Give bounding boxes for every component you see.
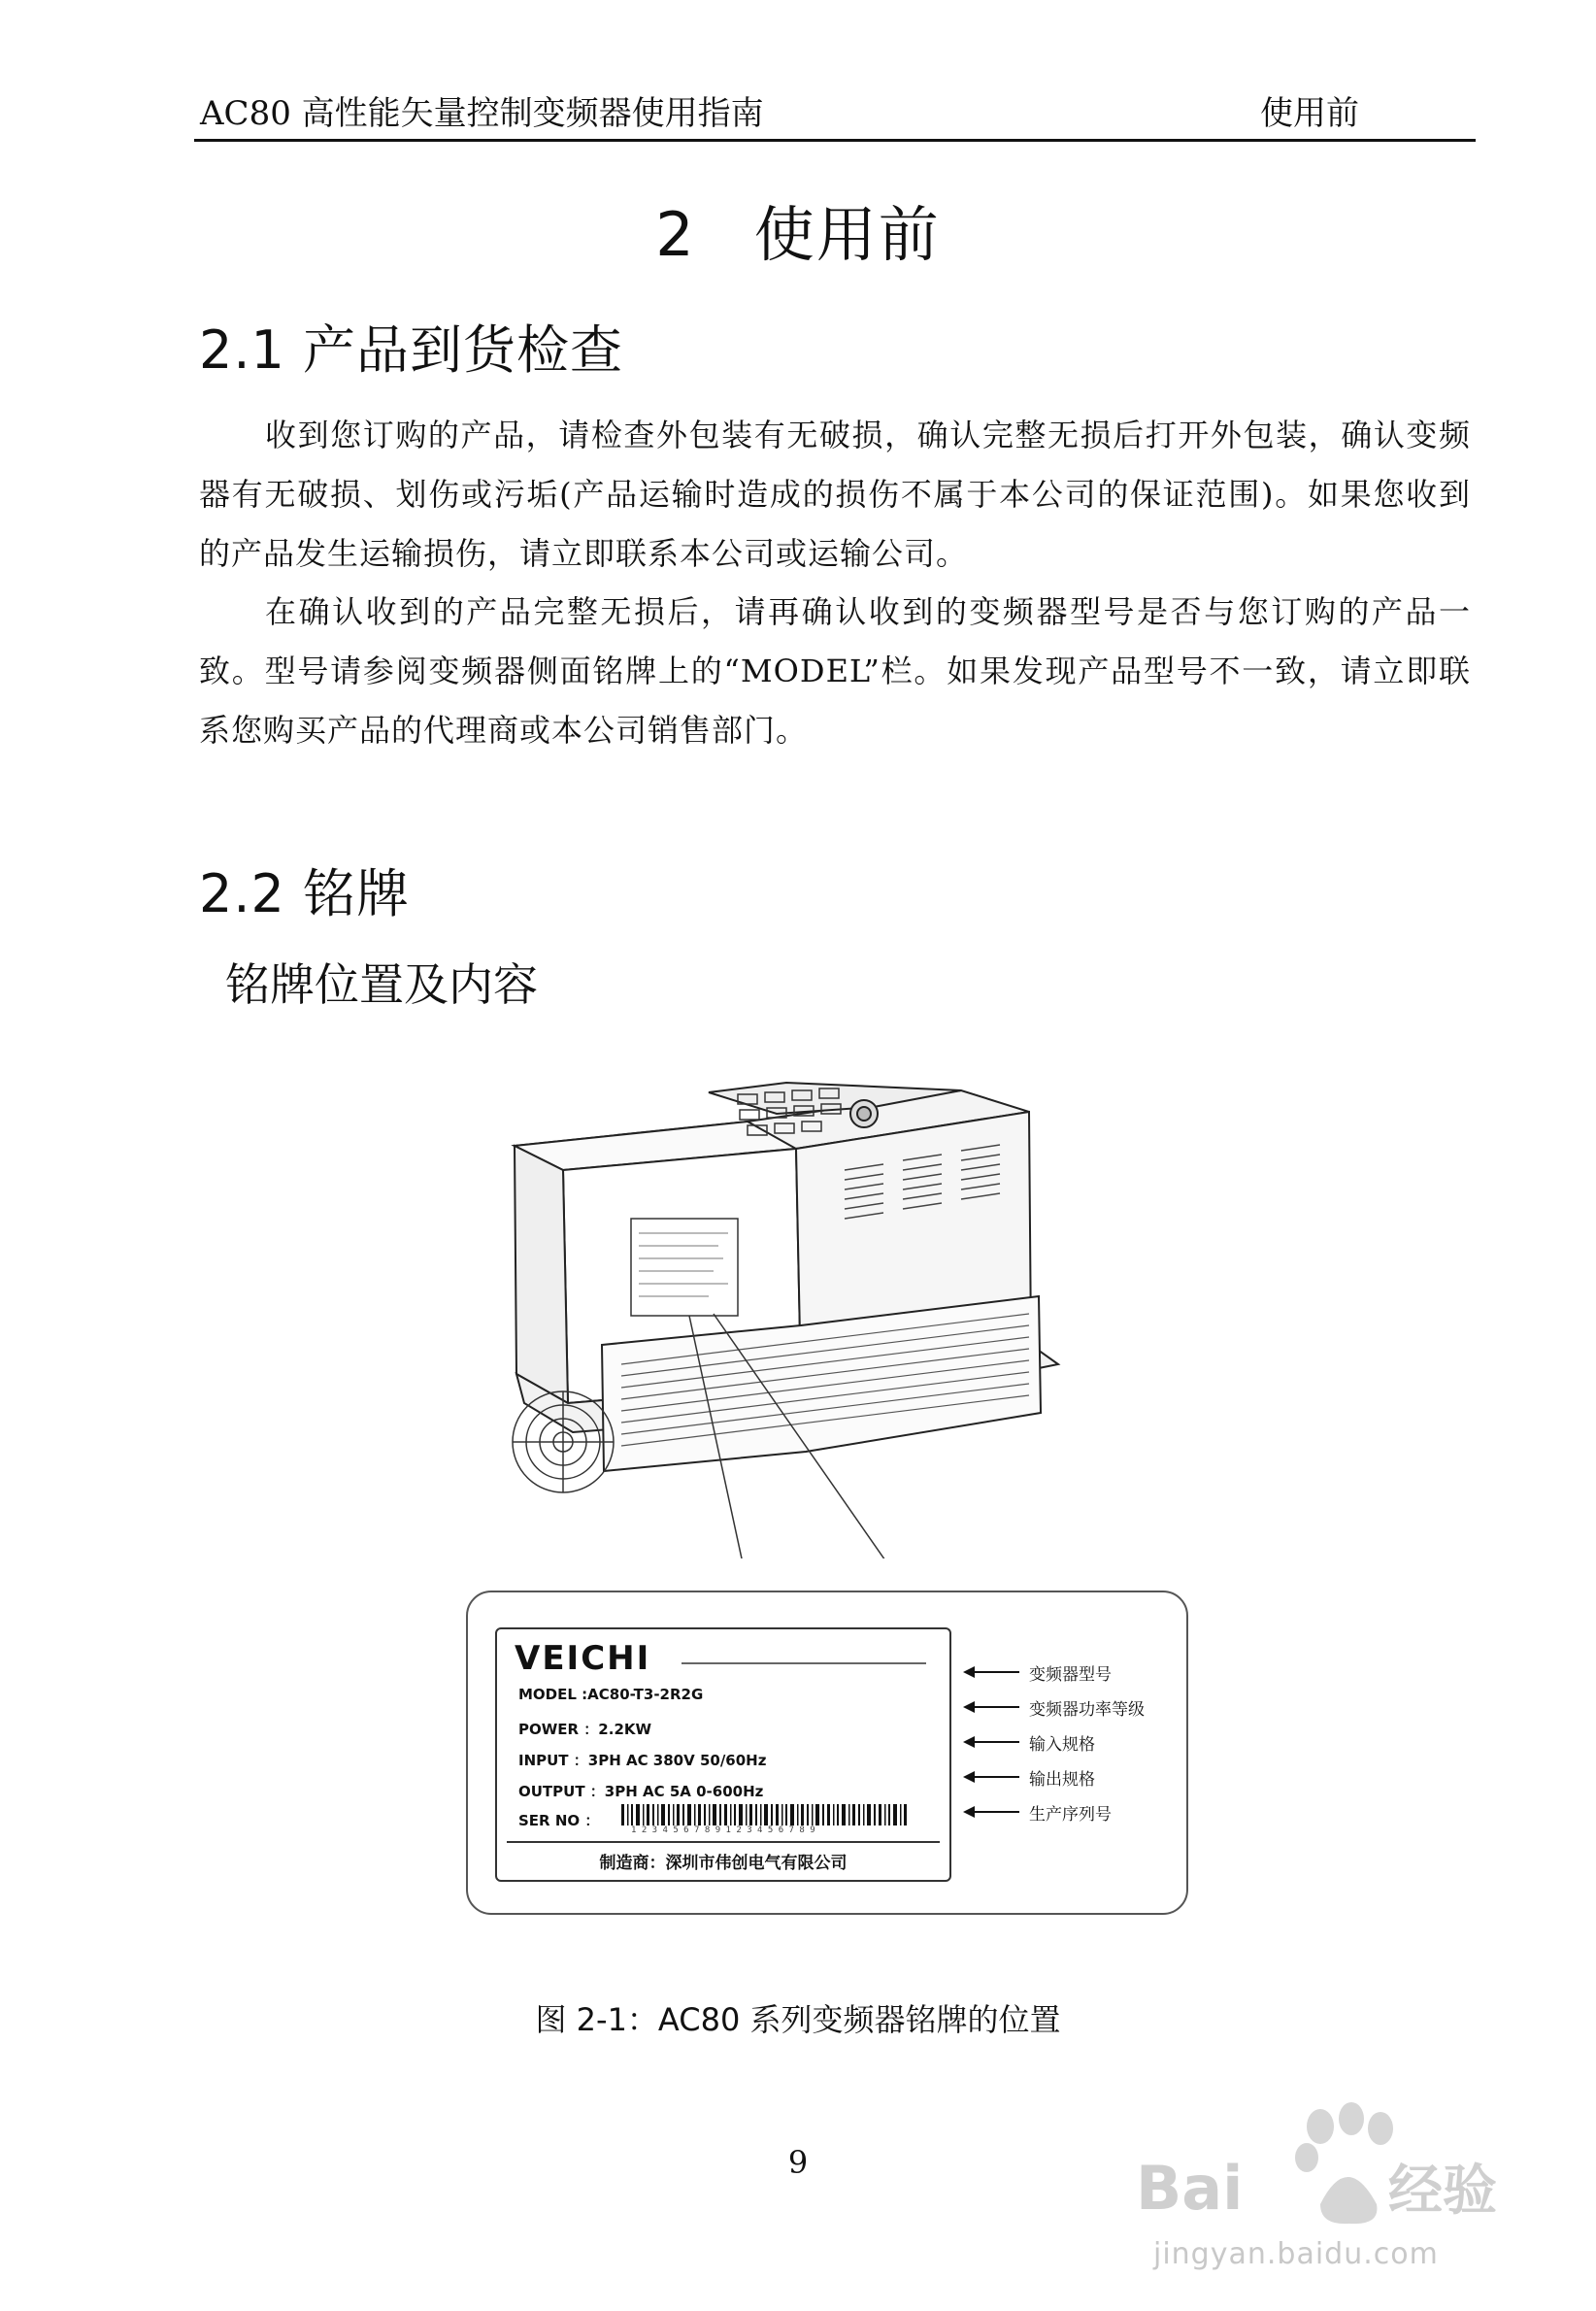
- callout-power: [963, 1695, 1196, 1719]
- watermark-url: jingyan.baidu.com: [1153, 2237, 1439, 2271]
- callout-input-label: 输入规格: [1029, 1735, 1095, 1755]
- serial-label: SER NO ：: [518, 1812, 600, 1829]
- chapter-name: 使用前: [753, 199, 941, 270]
- callout-output: [963, 1765, 1196, 1789]
- section-2-2-heading: 2.2 铭牌: [199, 863, 411, 924]
- arrow-left-icon: [963, 1662, 1021, 1682]
- arrow-left-icon: [963, 1732, 1021, 1752]
- svg-text:Bai: Bai: [1136, 2153, 1244, 2224]
- figure-caption: 图 2-1：AC80 系列变频器铭牌的位置: [535, 2001, 1061, 2038]
- header-section: 使用前: [1260, 94, 1359, 133]
- callout-output-label: 输出规格: [1029, 1770, 1095, 1790]
- page-header: [194, 89, 1476, 138]
- nameplate-callouts: [963, 1660, 1196, 1855]
- chapter-number: 2: [655, 199, 696, 270]
- paragraph-1: 收到您订购的产品，请检查外包装有无破损，确认完整无损后打开外包装，确认变频器有无破损、划伤或污垢(产品运输时造成的损伤不属于本公司的保证范围)。如果您收到的产品发生运输损伤，请立即联系本公司或运输公司。: [199, 417, 1471, 572]
- paragraph-2: 在确认收到的产品完整无损后，请再确认收到的变频器型号是否与您订购的产品一致。型号请参阅变频器侧面铭牌上的“MODEL”栏。如果发现产品型号不一致，请立即联系您购买产品的代理商或本公司销售部门。: [199, 593, 1471, 749]
- input-row: INPUT ：3PH AC 380V 50/60Hz: [518, 1752, 767, 1769]
- callout-model-label: 变频器型号: [1029, 1665, 1112, 1685]
- inverter-drawing: [456, 1054, 1194, 1558]
- arrow-left-icon: [963, 1802, 1021, 1822]
- power-row: POWER ：2.2KW: [518, 1721, 652, 1738]
- section-2-2-subheading: 铭牌位置及内容: [225, 958, 538, 1011]
- callout-input: [963, 1730, 1196, 1754]
- arrow-left-icon: [963, 1767, 1021, 1787]
- maker-divider: [507, 1841, 940, 1843]
- page-number: 9: [787, 2144, 809, 2181]
- model-row: MODEL :AC80-T3-2R2G: [518, 1686, 704, 1703]
- arrow-left-icon: [963, 1697, 1021, 1717]
- section-2-1-heading: 2.1 产品到货检查: [199, 319, 624, 381]
- svg-text:经验: 经验: [1388, 2160, 1497, 2223]
- barcode-digits: 1 2 3 4 5 6 7 8 9 1 2 3 4 5 6 7 8 9: [631, 1825, 815, 1835]
- callout-power-label: 变频器功率等级: [1029, 1700, 1145, 1720]
- callout-serial-label: 生产序列号: [1029, 1805, 1112, 1825]
- chapter-title: [0, 186, 1596, 273]
- header-rule: [194, 139, 1476, 142]
- output-row: OUTPUT ：3PH AC 5A 0-600Hz: [518, 1783, 764, 1800]
- header-title: AC80 高性能矢量控制变频器使用指南: [200, 94, 764, 133]
- callout-model: [963, 1660, 1196, 1684]
- brand-divider: [682, 1662, 926, 1664]
- nameplate-label: [495, 1627, 951, 1882]
- callout-serial: [963, 1800, 1196, 1824]
- brand-logo: VEICHI: [515, 1639, 651, 1678]
- manufacturer-row: 制造商：深圳市伟创电气有限公司: [599, 1854, 848, 1873]
